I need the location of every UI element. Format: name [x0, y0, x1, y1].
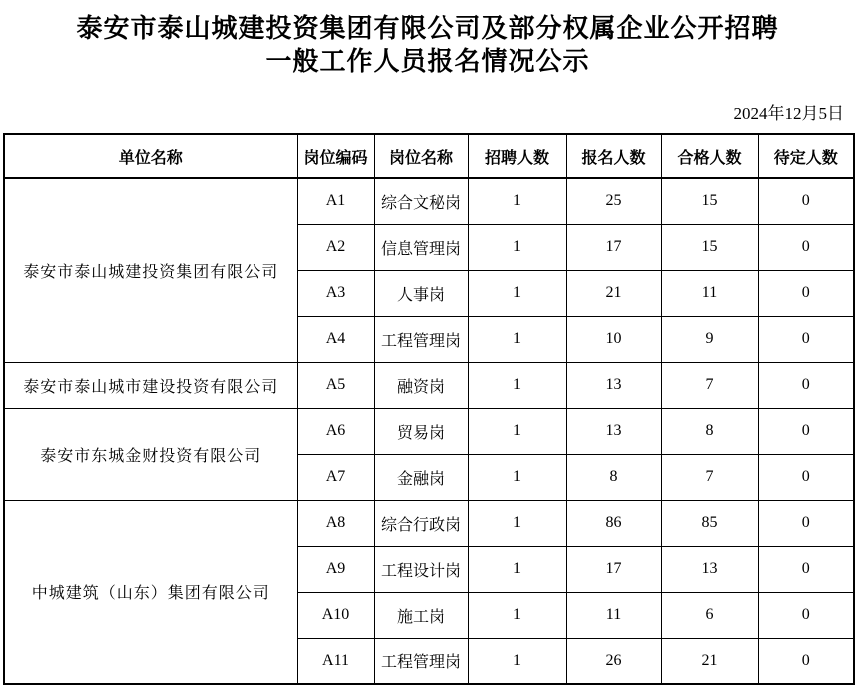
position-code-cell: A2 — [297, 224, 374, 270]
company-name-cell: 中城建筑（山东）集团有限公司 — [4, 500, 297, 684]
pending-count-cell: 0 — [758, 408, 854, 454]
qualified-count-cell: 85 — [661, 500, 758, 546]
position-code-cell: A10 — [297, 592, 374, 638]
table-body — [4, 178, 854, 684]
position-name-cell: 施工岗 — [374, 592, 468, 638]
position-name-cell: 综合文秘岗 — [374, 178, 468, 224]
position-name-cell: 人事岗 — [374, 270, 468, 316]
applied-count-cell: 25 — [566, 178, 661, 224]
applied-count-cell: 13 — [566, 362, 661, 408]
applied-count-cell: 21 — [566, 270, 661, 316]
company-name-cell: 泰安市泰山城市建设投资有限公司 — [4, 362, 297, 408]
pending-count-cell: 0 — [758, 362, 854, 408]
recruit-count-cell: 1 — [468, 316, 566, 362]
position-code-cell: A4 — [297, 316, 374, 362]
applied-count-cell: 13 — [566, 408, 661, 454]
pending-count-cell: 0 — [758, 546, 854, 592]
table-row — [4, 178, 854, 224]
applied-count-cell: 26 — [566, 638, 661, 684]
page-title — [0, 0, 855, 78]
applied-count-cell: 17 — [566, 224, 661, 270]
pending-count-cell: 0 — [758, 500, 854, 546]
table-header-row — [4, 134, 854, 178]
publish-date: 2024年12月5日 — [733, 104, 844, 123]
position-code-cell: A6 — [297, 408, 374, 454]
qualified-count-cell: 7 — [661, 454, 758, 500]
applied-count-cell: 17 — [566, 546, 661, 592]
table-row — [4, 500, 854, 546]
pending-count-cell: 0 — [758, 592, 854, 638]
pending-count-cell: 0 — [758, 454, 854, 500]
header-position-name: 岗位名称 — [374, 134, 468, 178]
qualified-count-cell: 9 — [661, 316, 758, 362]
recruitment-table — [3, 133, 855, 685]
position-code-cell: A11 — [297, 638, 374, 684]
applied-count-cell: 11 — [566, 592, 661, 638]
pending-count-cell: 0 — [758, 178, 854, 224]
qualified-count-cell: 13 — [661, 546, 758, 592]
recruit-count-cell: 1 — [468, 546, 566, 592]
recruit-count-cell: 1 — [468, 500, 566, 546]
recruit-count-cell: 1 — [468, 178, 566, 224]
table-header — [4, 134, 854, 178]
position-code-cell: A8 — [297, 500, 374, 546]
pending-count-cell: 0 — [758, 224, 854, 270]
table-row — [4, 408, 854, 454]
qualified-count-cell: 7 — [661, 362, 758, 408]
position-code-cell: A5 — [297, 362, 374, 408]
position-name-cell: 工程设计岗 — [374, 546, 468, 592]
position-name-cell: 融资岗 — [374, 362, 468, 408]
header-recruit-count: 招聘人数 — [468, 134, 566, 178]
qualified-count-cell: 8 — [661, 408, 758, 454]
page-title-line1: 泰安市泰山城建投资集团有限公司及部分权属企业公开招聘 — [76, 14, 779, 43]
recruit-count-cell: 1 — [468, 362, 566, 408]
pending-count-cell: 0 — [758, 270, 854, 316]
position-code-cell: A3 — [297, 270, 374, 316]
header-position-code: 岗位编码 — [297, 134, 374, 178]
recruit-count-cell: 1 — [468, 454, 566, 500]
company-name-cell: 泰安市泰山城建投资集团有限公司 — [4, 178, 297, 362]
header-pending-count: 待定人数 — [758, 134, 854, 178]
pending-count-cell: 0 — [758, 316, 854, 362]
applied-count-cell: 86 — [566, 500, 661, 546]
header-applied-count: 报名人数 — [566, 134, 661, 178]
recruit-count-cell: 1 — [468, 638, 566, 684]
position-code-cell: A7 — [297, 454, 374, 500]
company-name-cell: 泰安市东城金财投资有限公司 — [4, 408, 297, 500]
recruit-count-cell: 1 — [468, 408, 566, 454]
recruit-count-cell: 1 — [468, 592, 566, 638]
position-name-cell: 工程管理岗 — [374, 638, 468, 684]
table-row — [4, 362, 854, 408]
applied-count-cell: 8 — [566, 454, 661, 500]
header-company: 单位名称 — [4, 134, 297, 178]
position-code-cell: A9 — [297, 546, 374, 592]
pending-count-cell: 0 — [758, 638, 854, 684]
position-name-cell: 贸易岗 — [374, 408, 468, 454]
qualified-count-cell: 15 — [661, 178, 758, 224]
position-name-cell: 工程管理岗 — [374, 316, 468, 362]
recruit-count-cell: 1 — [468, 270, 566, 316]
qualified-count-cell: 6 — [661, 592, 758, 638]
position-name-cell: 信息管理岗 — [374, 224, 468, 270]
page-title-line2: 一般工作人员报名情况公示 — [265, 47, 590, 76]
qualified-count-cell: 11 — [661, 270, 758, 316]
header-qualified-count: 合格人数 — [661, 134, 758, 178]
position-code-cell: A1 — [297, 178, 374, 224]
applied-count-cell: 10 — [566, 316, 661, 362]
qualified-count-cell: 21 — [661, 638, 758, 684]
position-name-cell: 综合行政岗 — [374, 500, 468, 546]
recruit-count-cell: 1 — [468, 224, 566, 270]
position-name-cell: 金融岗 — [374, 454, 468, 500]
qualified-count-cell: 15 — [661, 224, 758, 270]
